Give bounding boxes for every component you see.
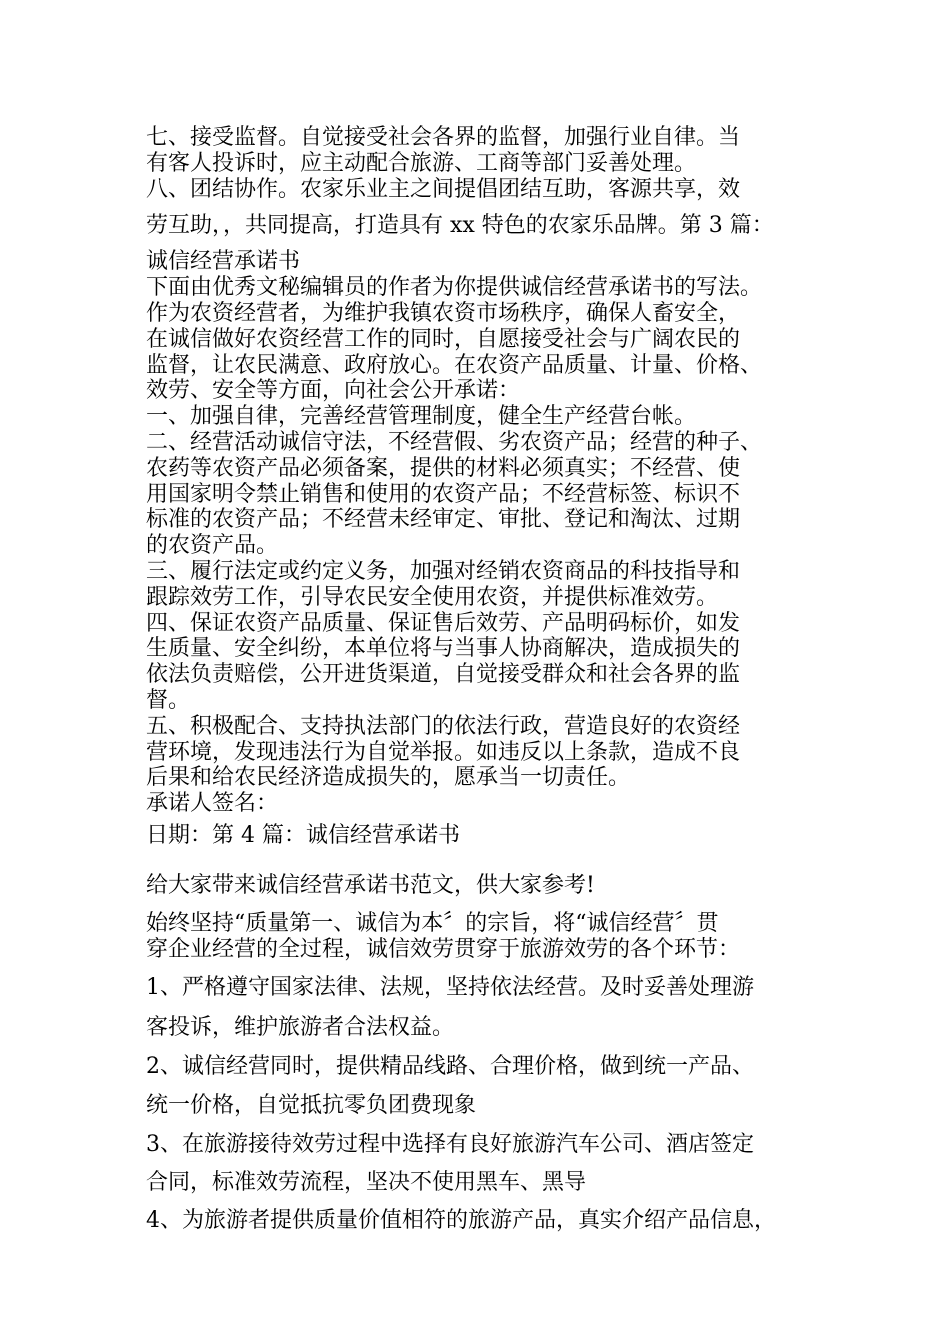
text-line: 标准的农资产品；不经营未经审定、审批、登记和淘汰、过期 [146,507,741,532]
text-line: 4、为旅游者提供质量价值相符的旅游产品，真实介绍产品信息， [146,1208,776,1233]
text-line: 跟踪效劳工作，引导农民安全使用农资，并提供标准效劳。 [146,585,719,610]
text-line: 穿企业经营的全过程，诚信效劳贯穿于旅游效劳的各个环节： [146,937,741,962]
text-line: 给大家带来诚信经营承诺书范文，供大家参考! [146,873,595,898]
text-line: 生质量、安全纠纷，本单位将与当事人协商解决，造成损失的 [146,636,741,661]
text-line: 四、保证农资产品质量、保证售后效劳、产品明码标价，如发 [146,611,741,636]
text-line: 合同，标准效劳流程，坚决不使用黑车、黑导 [146,1170,587,1195]
text-line: 八、团结协作。农家乐业主之间提倡团结互助，客源共享，效 [146,177,741,202]
text-line: 二、经营活动诚信守法，不经营假、劣农资产品；经营的种子、 [146,430,763,455]
text-line: 效劳、安全等方面，向社会公开承诺： [146,378,521,403]
text-line: 依法负责赔偿，公开进货渠道，自觉接受群众和社会各界的监 [146,662,741,687]
text-line: 督。 [146,688,191,713]
text-line: 三、履行法定或约定义务，加强对经销农资商品的科技指导和 [146,559,741,584]
text-line: 后果和给农民经济造成损失的，愿承当一切责任。 [146,765,631,790]
text-line: 一、加强自律，完善经营管理制度，健全生产经营台帐。 [146,404,697,429]
text-line: 承诺人签名： [146,791,279,816]
text-line: 在诚信做好农资经营工作的同时，自愿接受社会与广阔农民的 [146,327,741,352]
text-line: 农药等农资产品必须备案，提供的材料必须真实；不经营、使 [146,456,741,481]
text-line: 1、严格遵守国家法律、法规，坚持依法经营。及时妥善处理游 [146,975,754,1000]
text-line: 下面由优秀文秘编辑员的作者为你提供诚信经营承诺书的写法。 [146,275,763,300]
text-line: 客投诉，维护旅游者合法权益。 [146,1015,455,1040]
text-line: 诚信经营承诺书 [146,249,301,274]
text-line: 的农资产品。 [146,533,279,558]
text-line: 2、诚信经营同时，提供精品线路、合理价格，做到统一产品、 [146,1054,754,1079]
text-line: 监督，让农民满意、政府放心。在农资产品质量、计量、价格、 [146,353,763,378]
text-line: 营环境，发现违法行为自觉举报。如违反以上条款，造成不良 [146,740,741,765]
text-line: 始终坚持“质量第一、诚信为本〞的宗旨，将“诚信经营〞贯 [146,911,719,936]
text-line: 有客人投诉时，应主动配合旅游、工商等部门妥善处理。 [146,151,697,176]
text-line: 七、接受监督。自觉接受社会各界的监督，加强行业自律。当 [146,125,741,150]
text-line: 用国家明令禁止销售和使用的农资产品；不经营标签、标识不 [146,482,741,507]
text-line: 3、在旅游接待效劳过程中选择有良好旅游汽车公司、酒店签定 [146,1132,754,1157]
text-line: 劳互助，，共同提高，打造具有 xx 特色的农家乐品牌。第 3 篇： [146,213,774,238]
text-line: 作为农资经营者，为维护我镇农资市场秩序，确保人畜安全， [146,301,741,326]
text-line: 统一价格，自觉抵抗零负团费现象 [146,1093,477,1118]
text-line: 五、积极配合、支持执法部门的依法行政，营造良好的农资经 [146,714,741,739]
text-line: 日期：第 4 篇：诚信经营承诺书 [146,823,460,848]
